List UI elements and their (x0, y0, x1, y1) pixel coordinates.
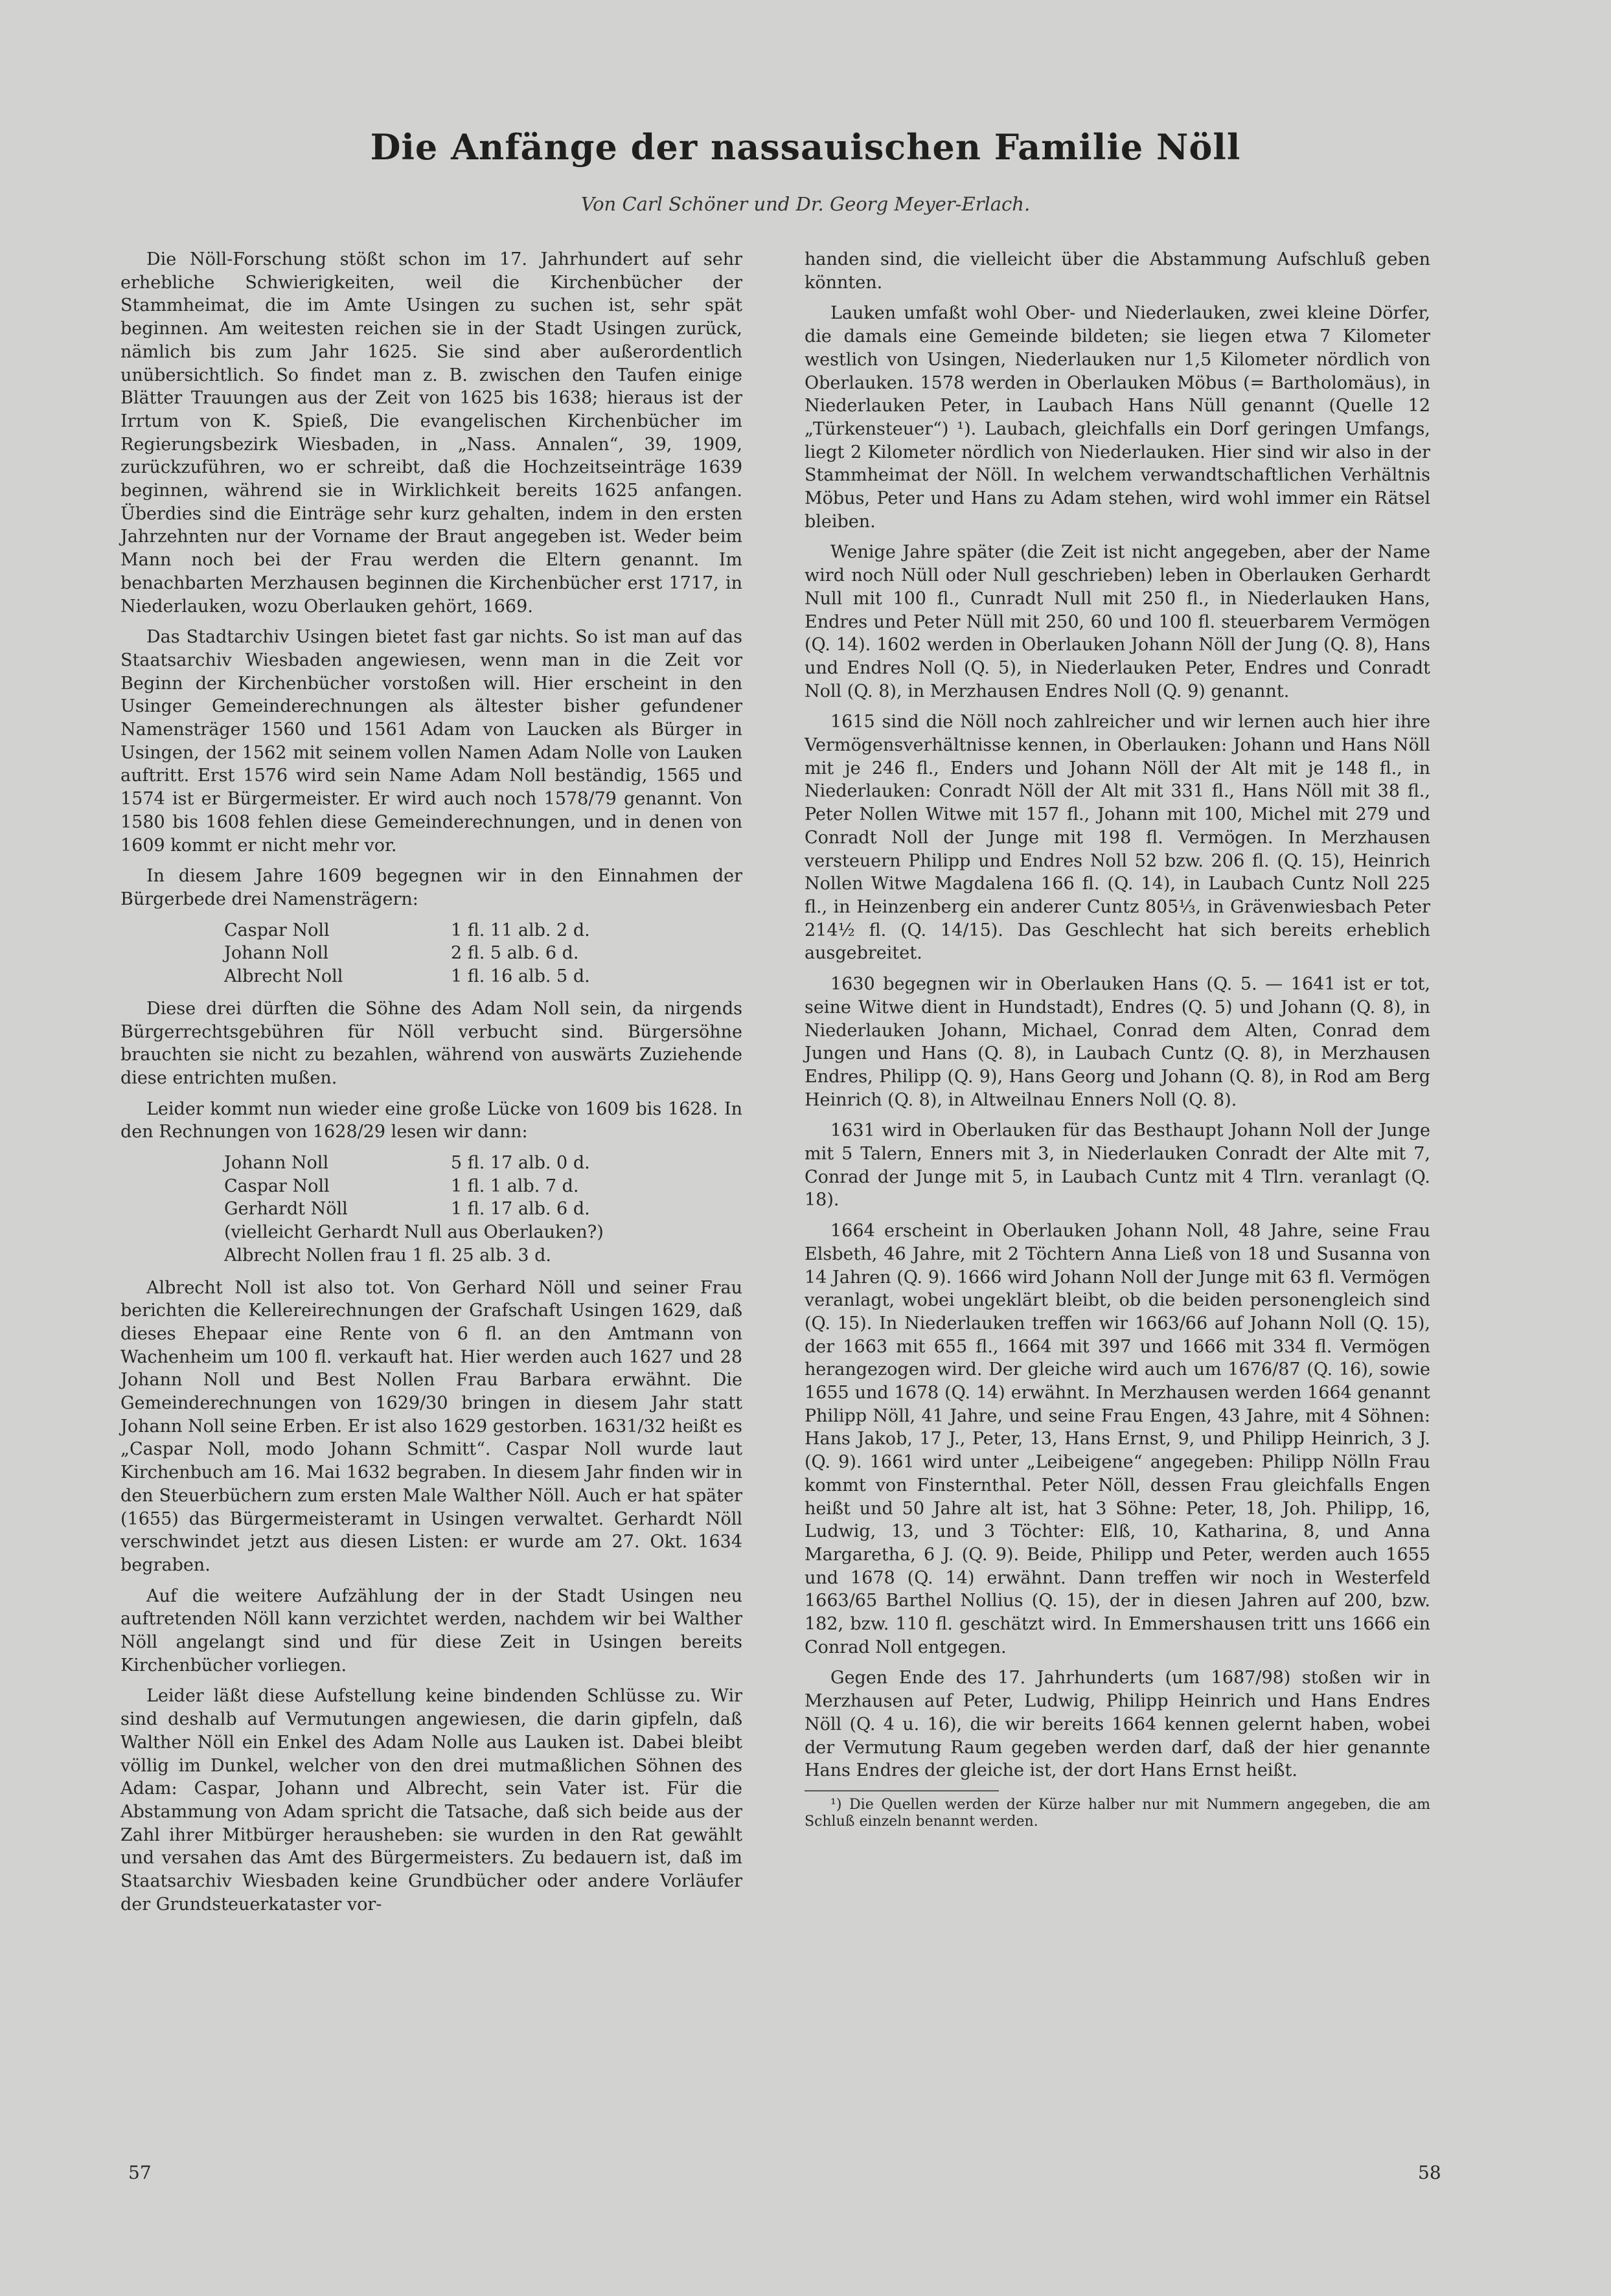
footnote-divider (805, 1790, 999, 1791)
list-item: Johann Noll 2 fl. 5 alb. 6 d. (224, 943, 579, 964)
right-column (805, 248, 1430, 1838)
paragraph: 1631 wird in Oberlauken für das Besthaupt Johann Noll der Junge mit 5 Talern, Enners mit 3, in Niederlauken Conradt der Alte mit 7, Conrad der Junge mit 5, in Laubach Cuntz mit 4 Tlrn. veranlagt (Q. 18). (805, 1120, 1430, 1211)
paragraph: handen sind, die vielleicht über die Abstammung Aufschluß geben könnten. (805, 249, 1430, 293)
footnote: ¹) Die Quellen werden der Kürze halber nur mit Nummern angegeben, die am Schluß einzeln benannt werden. (805, 1797, 1430, 1830)
list-item: Caspar Noll 1 fl. 1 alb. 7 d. (224, 1176, 579, 1196)
page-number-right: 58 (1418, 2162, 1441, 2183)
tax-list-1609 (224, 919, 742, 988)
paragraph: Lauken umfaßt wohl Ober- und Niederlauken, zwei kleine Dörfer, die damals eine Gemeinde bildeten; sie liegen etwa 7 Kilometer westlich von Usingen, Niederlauken nur 1,5 Kilometer nördlich von Oberlauken. 1578 werden in Oberlauken Möbus (= Bartholomäus), in Niederlauken Peter, in Laubach Hans Nüll genannt (Quelle 12 „Türkensteuer“) ¹). Laubach, gleichfalls ein Dorf geringen Umfangs, liegt 2 Kilometer nördlich von Niederlauken. Hier sind wir also in der Stammheimat der Nöll. In welchem verwandtschaftlichen Verhältnis Möbus, Peter und Hans zu Adam stehen, wird wohl immer ein Rätsel bleiben. (805, 303, 1430, 532)
list-item: Johann Noll 5 fl. 17 alb. 0 d. (224, 1153, 590, 1174)
paragraph: 1615 sind die Nöll noch zahlreicher und wir lernen auch hier ihre Vermögensverhältnisse kennen, in Oberlauken: Johann und Hans Nöll mit je 246 fl., Enders und Johann Nöll der Alt mit je 148 fl., in Niederlauken: Conradt Nöll der Alt mit 331 fl., Hans Nöll mit 38 fl., Peter Nollen Witwe mit 157 fl., Johann mit 100, Michel mit 279 und Conradt Noll der Junge mit 198 fl. Vermögen. In Merzhausen versteuern Philipp und Endres Noll 52 bzw. 206 fl. (Q. 15), Heinrich Nollen Witwe Magdalena 166 fl. (Q. 14), in Laubach Cuntz Noll 225 fl., in Heinzenberg ein anderer Cuntz 805⅓, in Grävenwiesbach Peter 214½ fl. (Q. 14/15). Das Geschlecht hat sich bereits erheblich ausgebreitet. (805, 712, 1430, 964)
paragraph: Diese drei dürften die Söhne des Adam Noll sein, da nirgends Bürgerrechtsgebühren für Nöll verbucht sind. Bürgersöhne brauchten sie nicht zu bezahlen, während von auswärts Zuziehende diese entrichten mußen. (120, 998, 742, 1088)
list-item: Caspar Noll 1 fl. 11 alb. 2 d. (224, 920, 590, 940)
paragraph: Wenige Jahre später (die Zeit ist nicht angegeben, aber der Name wird noch Nüll oder Null geschrieben) leben in Oberlauken Gerhardt Null mit 100 fl., Cunradt Null mit 250 fl., in Niederlauken Hans, Endres und Peter Nüll mit 250, 60 und 100 fl. steuerbarem Vermögen (Q. 14). 1602 werden in Oberlauken Johann Nöll der Jung (Q. 8), Hans und Endres Noll (Q. 5), in Niederlauken Peter, Endres und Conradt Noll (Q. 8), in Merzhausen Endres Noll (Q. 9) genannt. (805, 542, 1430, 701)
page-number-left: 57 (128, 2162, 152, 2183)
paragraph: Albrecht Noll ist also tot. Von Gerhard Nöll und seiner Frau berichten die Kellereirechnungen der Grafschaft Usingen 1629, daß dieses Ehepaar eine Rente von 6 fl. an den Amtmann von Wachenheim um 100 fl. verkauft hat. Hier werden auch 1627 und 28 Johann Noll und Best Nollen Frau Barbara erwähnt. Die Gemeinderechnungen von 1629/30 bringen in diesem Jahr statt Johann Noll seine Erben. Er ist also 1629 gestorben. 1631/32 heißt es „Caspar Noll, modo Johann Schmitt“. Caspar Noll wurde laut Kirchenbuch am 16. Mai 1632 begraben. In diesem Jahr finden wir in den Steuerbüchern zum ersten Male Walther Nöll. Auch er hat später (1655) das Bürgermeisteramt in Usingen verwaltet. Gerhardt Nöll verschwindet jetzt aus diesen Listen: er wurde am 27. Okt. 1634 begraben. (120, 1277, 742, 1575)
paragraph: Leider läßt diese Aufstellung keine bindenden Schlüsse zu. Wir sind deshalb auf Vermutungen angewiesen, die darin gipfeln, daß Walther Nöll ein Enkel des Adam Nolle aus Lauken ist. Dabei bleibt völlig im Dunkel, welcher von den drei mutmaßlichen Söhnen des Adam: Caspar, Johann und Albrecht, sein Vater ist. Für die Abstammung von Adam spricht die Tatsache, daß sich beide aus der Zahl ihrer Mitbürger herausheben: sie wurden in den Rat gewählt und versahen das Amt des Bürgermeisters. Zu bedauern ist, daß im Staatsarchiv Wiesbaden keine Grundbücher oder andere Vorläufer der Grundsteuerkataster vor- (120, 1686, 742, 1915)
byline: Von Carl Schöner und Dr. Georg Meyer-Erlach. (580, 193, 1031, 215)
paragraph: Die Nöll-Forschung stößt schon im 17. Jahrhundert auf sehr erhebliche Schwierigkeiten, weil die Kirchenbücher der Stammheimat, die im Amte Usingen zu suchen ist, sehr spät beginnen. Am weitesten reichen sie in der Stadt Usingen zurück, nämlich bis zum Jahr 1625. Sie sind aber außerordentlich unübersichtlich. So findet man z. B. zwischen den Taufen einige Blätter Trauungen aus der Zeit von 1625 bis 1638; hieraus ist der Irrtum von K. Spieß, Die evangelischen Kirchenbücher im Regierungsbezirk Wiesbaden, in „Nass. Annalen“, 39, 1909, zurückzuführen, wo er schreibt, daß die Hochzeitseinträge 1639 beginnen, während sie in Wirklichkeit bereits 1625 anfangen. Überdies sind die Einträge sehr kurz gehalten, indem in den ersten Jahrzehnten nur der Vorname der Braut angegeben ist. Weder beim Mann noch bei der Frau werden die Eltern genannt. Im benachbarten Merzhausen beginnen die Kirchenbücher erst 1717, in Niederlauken, wozu Oberlauken gehört, 1669. (120, 249, 742, 617)
list-item: Albrecht Nollen frau 1 fl. 25 alb. 3 d. (224, 1245, 551, 1266)
article-title: Die Anfänge der nassauischen Familie Nöll (370, 126, 1241, 168)
paragraph: In diesem Jahre 1609 begegnen wir in den Einnahmen der Bürgerbede drei Namensträgern: (120, 866, 742, 909)
paragraph: Leider kommt nun wieder eine große Lücke von 1609 bis 1628. In den Rechnungen von 1628/29 lesen wir dann: (120, 1098, 742, 1142)
tax-list-1628 (224, 1152, 742, 1267)
list-item: Gerhardt Nöll 1 fl. 17 alb. 6 d. (224, 1199, 590, 1220)
paragraph: Das Stadtarchiv Usingen bietet fast gar nichts. So ist man auf das Staatsarchiv Wiesbaden angewiesen, wenn man in die Zeit vor Beginn der Kirchenbücher vorstoßen will. Hier erscheint in den Usinger Gemeinderechnungen als ältester bisher gefundener Namensträger 1560 und 1561 Adam von Laucken als Bürger in Usingen, der 1562 mit seinem vollen Namen Adam Nolle von Lauken auftritt. Erst 1576 wird sein Name Adam Noll beständig, 1565 und 1574 ist er Bürgermeister. Er wird auch noch 1578/79 genannt. Von 1580 bis 1608 fehlen diese Gemeinderechnungen, und in denen von 1609 kommt er nicht mehr vor. (120, 627, 742, 856)
list-note: (vielleicht Gerhardt Null aus Oberlauken?) (224, 1222, 604, 1243)
paragraph: 1630 begegnen wir in Oberlauken Hans (Q. 5. — 1641 ist er tot, seine Witwe dient in Hundstadt), Endres (Q. 5) und Johann (Q. 8), in Niederlauken Johann, Michael, Conrad dem Alten, Conrad dem Jungen und Hans (Q. 8), in Laubach Cuntz (Q. 8), in Merzhausen Endres, Philipp (Q. 9), Hans Georg und Johann (Q. 8), in Rod am Berg Heinrich (Q. 8), in Altweilnau Enners Noll (Q. 8). (805, 974, 1430, 1110)
paragraph: Auf die weitere Aufzählung der in der Stadt Usingen neu auftretenden Nöll kann verzichtet werden, nachdem wir bei Walther Nöll angelangt sind und für diese Zeit in Usingen bereits Kirchenbücher vorliegen. (120, 1586, 742, 1676)
paragraph: Gegen Ende des 17. Jahrhunderts (um 1687/98) stoßen wir in Merzhausen auf Peter, Ludwig, Philipp Heinrich und Hans Endres Nöll (Q. 4 u. 16), die wir bereits 1664 kennen gelernt haben, wobei der Vermutung Raum gegeben werden darf, daß der hier genannte Hans Endres der gleiche ist, der dort Hans Ernst heißt. (805, 1668, 1430, 1781)
paragraph: 1664 erscheint in Oberlauken Johann Noll, 48 Jahre, seine Frau Elsbeth, 46 Jahre, mit 2 Töchtern Anna Ließ von 18 und Susanna von 14 Jahren (Q. 9). 1666 wird Johann Noll der Junge mit 63 fl. Vermögen veranlagt, wobei ungeklärt bleibt, ob die beiden personengleich sind (Q. 15). In Niederlauken treffen wir 1663/66 auf Johann Noll (Q. 15), der 1663 mit 655 fl., 1664 mit 397 und 1666 mit 334 fl. Vermögen herangezogen wird. Der gleiche wird auch um 1676/87 (Q. 16), sowie 1655 und 1678 (Q. 14) erwähnt. In Merzhausen werden 1664 genannt Philipp Nöll, 41 Jahre, und seine Frau Engen, 43 Jahre, mit 4 Söhnen: Hans Jakob, 17 J., Peter, 13, Hans Ernst, 9, und Philipp Heinrich, 3 J. (Q. 9). 1661 wird unter „Leibeigene“ angegeben: Philipp Nölln Frau kommt von Finsternthal. Peter Nöll, dessen Frau gleichfalls Engen heißt und 50 Jahre alt ist, hat 3 Söhne: Peter, 18, Joh. Philipp, 16, Ludwig, 13, und 3 Töchter: Elß, 10, Katharina, 8, und Anna Margaretha, 6 J. (Q. 9). Beide, Philipp und Peter, werden auch 1655 und 1678 (Q. 14) erwähnt. Dann treffen wir noch in Westerfeld 1663/65 Barthel Nollius (Q. 15), der in diesen Jahren auf 200, bzw. 182, bzw. 110 fl. geschätzt wird. In Emmershausen tritt uns 1666 ein Conrad Noll entgegen. (805, 1221, 1430, 1657)
left-column (120, 248, 742, 1924)
list-item: Albrecht Noll 1 fl. 16 alb. 5 d. (224, 966, 590, 987)
